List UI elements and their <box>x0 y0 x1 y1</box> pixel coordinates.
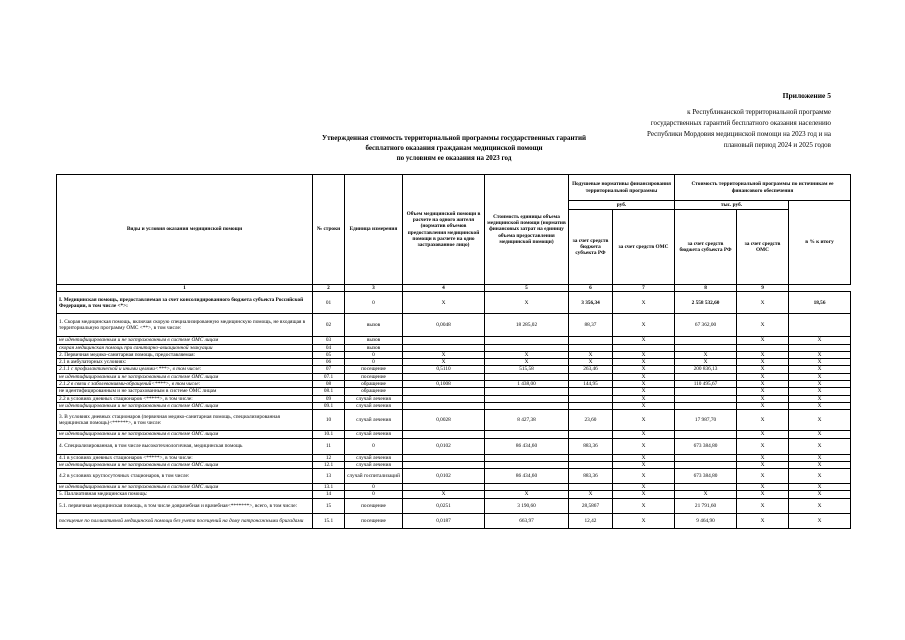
cell-volume: 0,1008 <box>403 381 485 388</box>
cell-volume <box>403 431 485 438</box>
col-number: 6 <box>569 285 613 292</box>
cell-oms-rub: Х <box>613 410 675 431</box>
cell-description: скорая медицинская помощь при санитарно-авиационной эвакуации <box>57 344 313 351</box>
cell-budget-rub: 883,36 <box>569 469 613 484</box>
cell-unit-cost <box>485 337 569 344</box>
header-unit: Единица измерения <box>345 175 403 285</box>
table-row <box>57 314 851 337</box>
cell-percent: Х <box>789 402 851 409</box>
cell-oms-thousand <box>737 344 789 351</box>
cell-row-number: 06 <box>313 359 345 366</box>
cell-unit: случай лечения <box>345 454 403 461</box>
header-oms: за счет средств ОМС <box>613 210 675 285</box>
cell-unit: 0 <box>345 484 403 491</box>
cell-budget-rub: 23,60 <box>569 410 613 431</box>
cell-oms-rub: Х <box>613 491 675 498</box>
table-row <box>57 388 851 395</box>
cell-unit-cost <box>485 373 569 380</box>
cell-row-number: 12.1 <box>313 461 345 468</box>
cell-percent: Х <box>789 454 851 461</box>
cell-volume <box>403 402 485 409</box>
cell-unit-cost: Х <box>485 351 569 358</box>
cell-budget-thousand: 673 384,80 <box>675 469 737 484</box>
cell-unit-cost <box>485 402 569 409</box>
cell-oms-thousand: Х <box>737 484 789 491</box>
cell-percent: Х <box>789 513 851 528</box>
cell-unit: посещение <box>345 513 403 528</box>
header-per-capita: Подушевые нормативы финансирования территориальной программы <box>569 175 675 201</box>
cell-oms-rub <box>613 344 675 351</box>
title-line: Утвержденная стоимость территориальной программы государственных гарантий <box>321 134 587 142</box>
header-rub: руб. <box>569 201 675 210</box>
appendix-line: к Республиканской территориальной программе <box>687 108 831 116</box>
cell-percent: 18,56 <box>789 292 851 314</box>
cell-oms-rub: Х <box>613 431 675 438</box>
cell-description: 4. Специализированная, в том числе высокотехнологичная, медицинская помощь <box>57 438 313 454</box>
cell-row-number: 07 <box>313 366 345 373</box>
cell-oms-rub: Х <box>613 469 675 484</box>
header-volume: Объем медицинской помощи в расчете на одного жителя (норматив объемов предоставления медицинской помощи в расчете на одно застрахованное лицо) <box>403 175 485 285</box>
table-row <box>57 454 851 461</box>
cell-oms-rub: Х <box>613 366 675 373</box>
cell-unit-cost: 663,97 <box>485 513 569 528</box>
cell-oms-rub: Х <box>613 351 675 358</box>
header-budget: за счет средств бюджета субъекта РФ <box>569 210 613 285</box>
header-row-no: № строки <box>313 175 345 285</box>
cell-volume: Х <box>403 351 485 358</box>
cell-percent: Х <box>789 388 851 395</box>
cell-budget-thousand: Х <box>675 491 737 498</box>
cell-oms-thousand: Х <box>737 438 789 454</box>
cell-oms-thousand: Х <box>737 359 789 366</box>
cell-description: не идентифицированным и не застрахованным в системе ОМС лицам <box>57 431 313 438</box>
appendix-line: Республики Мордовия медицинской помощи на 2023 год и на <box>647 130 831 138</box>
cell-unit-cost <box>485 388 569 395</box>
cell-unit: случай лечения <box>345 402 403 409</box>
cell-volume <box>403 344 485 351</box>
cell-budget-thousand <box>675 461 737 468</box>
cost-table <box>56 174 851 529</box>
cell-budget-rub <box>569 388 613 395</box>
cell-percent: Х <box>789 461 851 468</box>
col-number: 2 <box>313 285 345 292</box>
cell-description: не идентифицированным и не застрахованным в системе ОМС лицам <box>57 373 313 380</box>
cell-volume: Х <box>403 359 485 366</box>
col-number: 5 <box>485 285 569 292</box>
cell-oms-rub: Х <box>613 454 675 461</box>
table-row <box>57 498 851 513</box>
table-row <box>57 344 851 351</box>
cell-row-number: 03 <box>313 337 345 344</box>
cell-budget-rub <box>569 344 613 351</box>
cell-budget-rub: 88,37 <box>569 314 613 337</box>
cell-oms-thousand: Х <box>737 366 789 373</box>
cell-description: не идентифицированным и не застрахованным в системе ОМС лицам <box>57 337 313 344</box>
cell-unit: случай лечения <box>345 410 403 431</box>
cell-oms-thousand: Х <box>737 410 789 431</box>
cell-percent: Х <box>789 395 851 402</box>
cell-volume: 0,0028 <box>403 410 485 431</box>
cell-budget-thousand: 110 495,67 <box>675 381 737 388</box>
cell-description: не идентифицированным и не застрахованным в системе ОМС лицам <box>57 388 313 395</box>
cell-budget-thousand <box>675 431 737 438</box>
cell-oms-thousand: Х <box>737 461 789 468</box>
cell-oms-thousand: Х <box>737 388 789 395</box>
cell-unit: вызов <box>345 337 403 344</box>
cell-budget-thousand <box>675 388 737 395</box>
cell-unit-cost: 86 434,60 <box>485 438 569 454</box>
cell-oms-rub: Х <box>613 359 675 366</box>
cell-volume: 0,0102 <box>403 469 485 484</box>
cell-budget-thousand <box>675 484 737 491</box>
cell-oms-rub: Х <box>613 498 675 513</box>
cell-oms-thousand: Х <box>737 337 789 344</box>
appendix-block <box>647 90 831 151</box>
table-row <box>57 359 851 366</box>
cell-percent: Х <box>789 469 851 484</box>
cell-volume: 0,0048 <box>403 314 485 337</box>
cell-row-number: 05 <box>313 351 345 358</box>
cell-oms-thousand: Х <box>737 292 789 314</box>
cell-budget-rub: Х <box>569 359 613 366</box>
cell-oms-thousand: Х <box>737 373 789 380</box>
cell-description: 5. Паллиативная медицинская помощь: <box>57 491 313 498</box>
cell-oms-thousand: Х <box>737 454 789 461</box>
cell-unit-cost: 515,58 <box>485 366 569 373</box>
cell-row-number: 08 <box>313 381 345 388</box>
cell-unit: 0 <box>345 491 403 498</box>
cell-oms-thousand: Х <box>737 469 789 484</box>
col-number: 8 <box>675 285 737 292</box>
cell-volume: 0,0251 <box>403 498 485 513</box>
cell-volume <box>403 373 485 380</box>
cell-budget-rub <box>569 484 613 491</box>
cell-unit: 0 <box>345 292 403 314</box>
cell-oms-thousand: Х <box>737 498 789 513</box>
cell-budget-rub: 263,46 <box>569 366 613 373</box>
cell-row-number: 15 <box>313 498 345 513</box>
col-number: 4 <box>403 285 485 292</box>
cell-unit: 0 <box>345 359 403 366</box>
cell-budget-rub <box>569 402 613 409</box>
cell-percent: Х <box>789 498 851 513</box>
cell-description: 2.1 в амбулаторных условиях: <box>57 359 313 366</box>
cell-unit-cost: Х <box>485 359 569 366</box>
table-row <box>57 292 851 314</box>
cell-budget-rub: 883,36 <box>569 438 613 454</box>
cell-oms-thousand: Х <box>737 491 789 498</box>
cell-percent: Х <box>789 351 851 358</box>
cell-budget-thousand <box>675 344 737 351</box>
cell-description: 3. В условиях дневных стационаров (первичная медико-санитарная помощь, специализированная медицинская помощь)<******>, в том числе: <box>57 410 313 431</box>
cell-budget-thousand: 673 384,80 <box>675 438 737 454</box>
cell-unit-cost: 86 434,60 <box>485 469 569 484</box>
col-number: 3 <box>345 285 403 292</box>
cell-description: 5.1. первичная медицинская помощь, в том числе доврачебная и врачебная<*******>, всего, в том числе: <box>57 498 313 513</box>
cell-unit-cost: 3 190,60 <box>485 498 569 513</box>
cell-unit-cost: Х <box>485 292 569 314</box>
cell-description: 2.2 в условиях дневных стационаров <*****>, в том числе: <box>57 395 313 402</box>
cell-unit: посещение <box>345 498 403 513</box>
cell-unit: вызов <box>345 344 403 351</box>
cell-row-number: 02 <box>313 314 345 337</box>
table-row <box>57 461 851 468</box>
table-row <box>57 469 851 484</box>
table-row <box>57 402 851 409</box>
col-number: 1 <box>57 285 313 292</box>
header-types: Виды и условия оказания медицинской помощи <box>57 175 313 285</box>
cell-description: I. Медицинская помощь, предоставляемая за счет консолидированного бюджета субъекта Российской Федерации, в том числе <*>: <box>57 292 313 314</box>
cell-description: 1. Скорая медицинская помощь, включая скорую специализированную медицинскую помощь, не входящая в территориальную программу ОМС <**>, в том числе: <box>57 314 313 337</box>
cell-oms-rub: Х <box>613 513 675 528</box>
table-row <box>57 395 851 402</box>
cell-unit: обращение <box>345 388 403 395</box>
cell-volume: 0,5110 <box>403 366 485 373</box>
appendix-line: государственных гарантий бесплатного оказания населению <box>650 119 831 127</box>
cell-unit: вызов <box>345 314 403 337</box>
cell-oms-thousand: Х <box>737 395 789 402</box>
cell-unit: обращение <box>345 381 403 388</box>
table-row <box>57 438 851 454</box>
cell-description: 2.1.2 в связи с заболеваниями-обращений<****>, в том числе: <box>57 381 313 388</box>
cell-oms-rub: Х <box>613 388 675 395</box>
cell-description: 4.2 в условиях круглосуточных стационаров, в том числе: <box>57 469 313 484</box>
header-thousand-rub: тыс. руб. <box>675 201 789 210</box>
cell-description: не идентифицированным и не застрахованным в системе ОМС лицам <box>57 461 313 468</box>
cell-volume <box>403 395 485 402</box>
cell-unit-cost <box>485 431 569 438</box>
cell-row-number: 12 <box>313 454 345 461</box>
cell-unit-cost <box>485 454 569 461</box>
cell-volume <box>403 337 485 344</box>
cell-row-number: 01 <box>313 292 345 314</box>
cell-budget-rub: Х <box>569 491 613 498</box>
cell-budget-thousand: 2 558 532,60 <box>675 292 737 314</box>
cell-oms-thousand: Х <box>737 314 789 337</box>
table-row <box>57 484 851 491</box>
cell-row-number: 07.1 <box>313 373 345 380</box>
cell-row-number: 10.1 <box>313 431 345 438</box>
cell-volume <box>403 454 485 461</box>
cell-oms-thousand: Х <box>737 513 789 528</box>
table-row <box>57 366 851 373</box>
cell-oms-rub: Х <box>613 395 675 402</box>
cell-budget-thousand: Х <box>675 351 737 358</box>
cell-volume: Х <box>403 491 485 498</box>
cell-budget-thousand: 200 836,13 <box>675 366 737 373</box>
table-row <box>57 431 851 438</box>
cell-percent <box>789 344 851 351</box>
cell-row-number: 09 <box>313 395 345 402</box>
title-line: по условиям ее оказания на 2023 год <box>396 154 512 162</box>
cell-unit-cost: Х <box>485 491 569 498</box>
cell-unit: посещение <box>345 366 403 373</box>
cell-percent: Х <box>789 373 851 380</box>
cell-unit-cost: 18 285,02 <box>485 314 569 337</box>
cell-oms-rub: Х <box>613 292 675 314</box>
document-title <box>285 133 623 163</box>
cell-unit: случай лечения <box>345 461 403 468</box>
cell-oms-rub: Х <box>613 373 675 380</box>
cell-oms-rub: Х <box>613 402 675 409</box>
cell-percent: Х <box>789 366 851 373</box>
col-number: 7 <box>613 285 675 292</box>
cell-budget-thousand: 17 987,70 <box>675 410 737 431</box>
cell-oms-thousand: Х <box>737 351 789 358</box>
cell-oms-thousand: Х <box>737 381 789 388</box>
cell-unit: посещение <box>345 373 403 380</box>
cell-row-number: 09.1 <box>313 402 345 409</box>
cell-unit-cost <box>485 461 569 468</box>
cell-volume <box>403 388 485 395</box>
cell-budget-thousand: 21 791,60 <box>675 498 737 513</box>
cell-oms-thousand: Х <box>737 402 789 409</box>
cell-percent: Х <box>789 431 851 438</box>
cell-oms-rub: Х <box>613 381 675 388</box>
cell-description: 2.1.1 с профилактической и иными целями<***>, в том числе: <box>57 366 313 373</box>
cell-unit: 0 <box>345 438 403 454</box>
cell-description: не идентифицированным и не застрахованным в системе ОМС лицам <box>57 402 313 409</box>
cell-budget-rub <box>569 337 613 344</box>
cell-percent: Х <box>789 381 851 388</box>
cell-oms-rub: Х <box>613 484 675 491</box>
cell-percent: Х <box>789 438 851 454</box>
cell-percent: Х <box>789 410 851 431</box>
cell-unit-cost <box>485 484 569 491</box>
cell-unit: случай лечения <box>345 431 403 438</box>
table-row <box>57 373 851 380</box>
cell-volume <box>403 484 485 491</box>
cell-budget-thousand <box>675 337 737 344</box>
cell-row-number: 11 <box>313 438 345 454</box>
cell-percent: Х <box>789 491 851 498</box>
cell-row-number: 14 <box>313 491 345 498</box>
title-line: бесплатного оказания гражданам медицинской помощи <box>365 144 543 152</box>
cell-row-number: 08.1 <box>313 388 345 395</box>
header-oms-2: за счет средств ОМС <box>737 210 789 285</box>
cell-percent <box>789 314 851 337</box>
table-row <box>57 381 851 388</box>
cell-budget-rub: 12,42 <box>569 513 613 528</box>
cell-description: 4.1 в условиях дневных стационаров <*****>, в том числе: <box>57 454 313 461</box>
cell-oms-rub: Х <box>613 337 675 344</box>
cell-budget-rub <box>569 454 613 461</box>
cell-budget-rub <box>569 431 613 438</box>
table-row <box>57 491 851 498</box>
cell-description: посещение по паллиативной медицинской помощи без учета посещений на дому патронажными бригадами <box>57 513 313 528</box>
cell-unit: случай лечения <box>345 395 403 402</box>
cell-budget-thousand: 9 464,90 <box>675 513 737 528</box>
cell-budget-thousand <box>675 373 737 380</box>
cell-row-number: 13.1 <box>313 484 345 491</box>
appendix-title: Приложение 5 <box>782 91 831 100</box>
cell-percent: Х <box>789 484 851 491</box>
cell-volume <box>403 461 485 468</box>
cell-row-number: 04 <box>313 344 345 351</box>
cell-budget-thousand <box>675 395 737 402</box>
cell-oms-thousand: Х <box>737 431 789 438</box>
cell-unit-cost: 1 438,00 <box>485 381 569 388</box>
cell-oms-rub: Х <box>613 314 675 337</box>
cell-unit-cost <box>485 395 569 402</box>
table-row <box>57 351 851 358</box>
header-cost-total: Стоимость территориальной программы по источникам ее финансового обеспечения <box>675 175 851 201</box>
cell-budget-thousand: Х <box>675 359 737 366</box>
appendix-line: плановый период 2024 и 2025 годов <box>723 141 831 149</box>
cell-budget-rub: Х <box>569 351 613 358</box>
cell-unit-cost: 8 427,38 <box>485 410 569 431</box>
cell-volume: 0,0187 <box>403 513 485 528</box>
cell-budget-thousand <box>675 454 737 461</box>
cell-oms-rub: Х <box>613 438 675 454</box>
cell-row-number: 15.1 <box>313 513 345 528</box>
cell-budget-rub: 3 356,34 <box>569 292 613 314</box>
col-number: 9 <box>737 285 789 292</box>
table-row <box>57 337 851 344</box>
cell-budget-thousand <box>675 402 737 409</box>
cell-budget-rub: 144,95 <box>569 381 613 388</box>
table-row <box>57 410 851 431</box>
cell-budget-rub: 28,5867 <box>569 498 613 513</box>
cell-description: не идентифицированным и не застрахованным в системе ОМС лицам <box>57 484 313 491</box>
header-budget-2: за счет средств бюджета субъекта РФ <box>675 210 737 285</box>
cell-unit: 0 <box>345 351 403 358</box>
cell-row-number: 10 <box>313 410 345 431</box>
cell-oms-rub: Х <box>613 461 675 468</box>
cell-percent: Х <box>789 359 851 366</box>
cell-budget-rub <box>569 461 613 468</box>
table-row <box>57 513 851 528</box>
cell-budget-rub <box>569 373 613 380</box>
header-pct: в % к итогу <box>789 201 851 285</box>
cell-unit-cost <box>485 344 569 351</box>
cell-budget-rub <box>569 395 613 402</box>
cell-volume: 0,0102 <box>403 438 485 454</box>
cell-row-number: 13 <box>313 469 345 484</box>
cell-description: 2. Первичная медико-санитарная помощь, предоставляемая: <box>57 351 313 358</box>
cell-unit: случай госпитализаций <box>345 469 403 484</box>
cell-percent: Х <box>789 337 851 344</box>
cell-volume: Х <box>403 292 485 314</box>
cell-budget-thousand: 67 362,00 <box>675 314 737 337</box>
header-unit-cost: Стоимость единицы объема медицинской помощи (норматив финансовых затрат на единицу объема предоставления медицинской помощи) <box>485 175 569 285</box>
